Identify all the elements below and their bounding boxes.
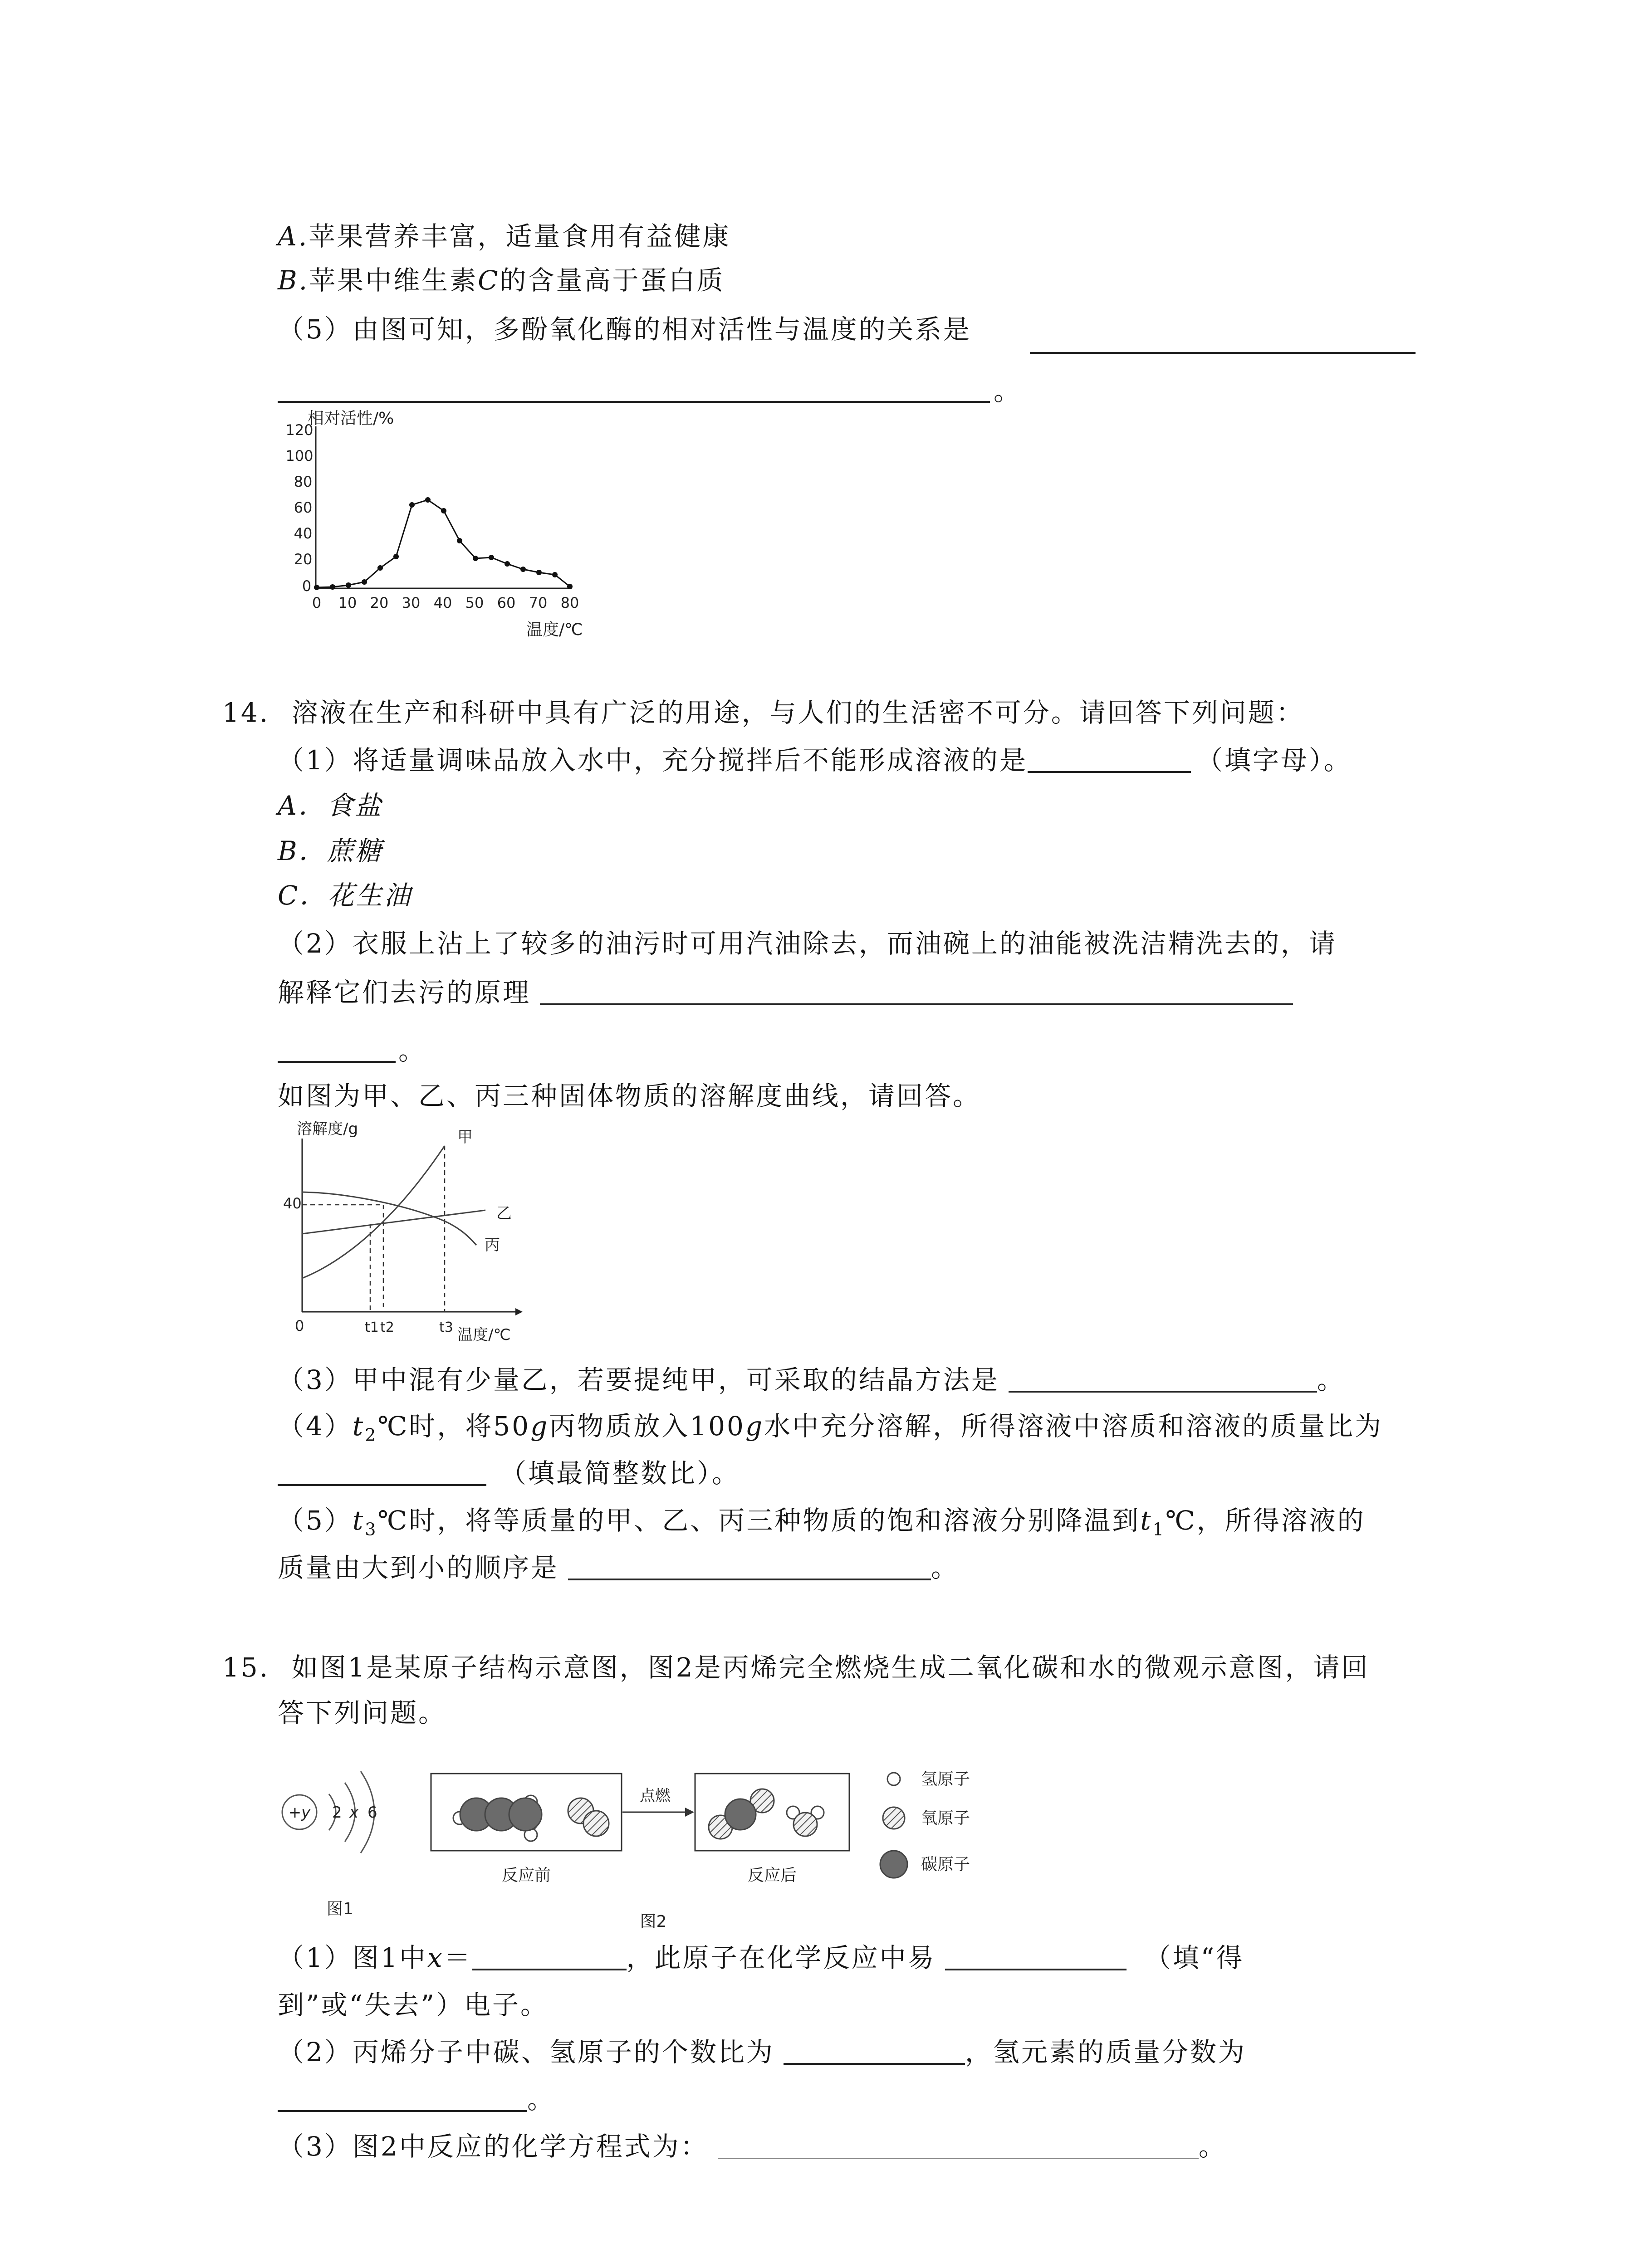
sentence-end: 。 (1198, 2131, 1227, 2162)
q13-option-a (278, 220, 730, 253)
question-text: 如图1是某原子结构示意图，图2是丙烯完全燃烧生成二氧化碳和水的微观示意图，请回 (291, 1652, 1370, 1683)
x-tick-label: 50 (465, 594, 484, 611)
oxygen-molecule (568, 1798, 609, 1836)
y-tick-label: 60 (294, 499, 313, 516)
question-text: 水中充分溶解，所得溶液中溶质和溶液的质量比为 (764, 1411, 1383, 1442)
answer-blank[interactable] (1028, 744, 1191, 773)
y-tick-label: 40 (294, 525, 313, 542)
y-tick-label: 120 (285, 421, 314, 439)
q15-sub1 (278, 1941, 1244, 1974)
nucleus-charge: +y (288, 1804, 311, 1822)
answer-blank[interactable] (540, 976, 1293, 1005)
variable-x: x (427, 1942, 444, 1973)
hydrogen-atom-icon (887, 1773, 900, 1785)
y-40-label: 40 (283, 1195, 302, 1212)
x-tick-label: 60 (497, 594, 516, 611)
q15-intro-line1 (222, 1651, 1370, 1684)
chart-ylabel: 溶解度/g (297, 1120, 358, 1138)
question-text: （2）丙烯分子中碳、氢原子的个数比为 (278, 2037, 774, 2068)
shell-1-count: 2 (332, 1804, 342, 1822)
answer-blank[interactable] (568, 1551, 931, 1580)
temp-symbol: t (1140, 1505, 1153, 1536)
arrow-head (685, 1808, 694, 1817)
sentence-end: 。 (1317, 1364, 1345, 1395)
label-yi: 乙 (496, 1204, 512, 1222)
answer-blank[interactable] (278, 1059, 396, 1063)
label-bing: 丙 (485, 1236, 500, 1254)
before-label: 反应前 (501, 1866, 551, 1885)
question-text: 解释它们去污的原理 (278, 977, 531, 1008)
q15-sub3 (278, 2130, 1227, 2163)
enzyme-activity-chart (272, 408, 635, 644)
curve-jia (302, 1146, 445, 1278)
question-text: （3）甲中混有少量乙，若要提纯甲，可采取的结晶方法是 (278, 1364, 999, 1395)
label-jia: 甲 (457, 1128, 473, 1146)
y-tick-label: 20 (294, 551, 313, 568)
legend-hydrogen: 氢原子 (921, 1770, 970, 1789)
t2-label: t2 (380, 1320, 394, 1335)
q15-intro-line2: 答下列问题。 (278, 1697, 447, 1728)
hint-text: （填字母）。 (1196, 745, 1352, 776)
q14-option-a: A．食盐 (278, 790, 383, 821)
sentence-end: 。 (398, 1035, 427, 1066)
q14-figure-intro: 如图为甲、乙、丙三种固体物质的溶解度曲线，请回答。 (278, 1080, 981, 1111)
chart-xlabel: 温度/℃ (526, 621, 583, 639)
q13-option-b (278, 264, 725, 297)
answer-blank[interactable] (1009, 1364, 1317, 1393)
temp-symbol: t (352, 1411, 365, 1442)
option-letter: A. (278, 221, 309, 252)
x-axis-arrow (515, 1308, 523, 1315)
ignite-label: 点燃 (640, 1787, 671, 1805)
carbon-atom-icon (880, 1851, 907, 1878)
q15-sub1-line2: 到”或“失去”）电子。 (278, 1989, 549, 2020)
hint-text: （填最简整数比）。 (500, 1458, 740, 1489)
unit-g: g (530, 1411, 549, 1442)
co2-molecule (709, 1789, 774, 1839)
x-tick-labels (312, 594, 579, 611)
q14-sub5 (278, 1504, 1366, 1546)
origin-label: 0 (295, 1317, 304, 1334)
sentence-end: 。 (994, 376, 1022, 406)
curve-yi (302, 1210, 485, 1234)
answer-blank[interactable] (718, 2131, 1199, 2159)
question-text: ，氢元素的质量分数为 (965, 2037, 1246, 2068)
water-molecule (787, 1806, 824, 1836)
x-tick-label: 10 (338, 594, 357, 611)
oxygen-atom-icon (883, 1807, 905, 1829)
q14-sub4 (278, 1410, 1383, 1452)
q15-sub2 (278, 2036, 1246, 2068)
solubility-chart (281, 1116, 544, 1352)
q14-sub5-line2 (278, 1551, 959, 1584)
after-label: 反应后 (747, 1866, 797, 1885)
q15-sub2-line2 (278, 2083, 555, 2116)
curve-bing (302, 1192, 476, 1245)
x-tick-label: 30 (402, 594, 421, 611)
answer-blank[interactable] (1030, 350, 1416, 354)
x-tick-label: 80 (560, 594, 579, 611)
reaction-figure (426, 1769, 1043, 1932)
sentence-end: 。 (931, 1552, 960, 1583)
y-tick-label: 80 (294, 473, 313, 490)
question-text: ℃时，将50 (377, 1411, 531, 1442)
propene-molecule (453, 1795, 542, 1841)
question-text: ℃，所得溶液的 (1165, 1505, 1366, 1536)
x-tick-label: 70 (529, 594, 548, 611)
answer-blank[interactable] (784, 2036, 965, 2065)
t1-label: t1 (365, 1320, 379, 1335)
option-letter: B. (278, 265, 309, 296)
legend-oxygen: 氧原子 (921, 1809, 970, 1828)
question-text: （5）由图可知，多酚氧化酶的相对活性与温度的关系是 (278, 314, 971, 345)
q14-option-c: C．花生油 (278, 880, 412, 911)
question-text: ，此原子在化学反应中易 (626, 1942, 936, 1973)
sentence-end: 。 (527, 2084, 556, 2115)
question-text: （4） (278, 1411, 353, 1442)
shell-2-count: x (349, 1804, 359, 1822)
x-tick-label: 40 (433, 594, 452, 611)
answer-blank[interactable] (278, 399, 990, 403)
question-number: 14. (222, 697, 270, 728)
atom-structure-figure (277, 1755, 413, 1937)
question-text: ℃时，将等质量的甲、乙、丙三种物质的饱和溶液分别降温到 (377, 1505, 1141, 1536)
answer-blank[interactable] (945, 1941, 1127, 1970)
shell-3-count: 6 (367, 1804, 377, 1822)
y-tick-label: 100 (285, 447, 314, 464)
q14-option-b: B．蔗糖 (278, 836, 383, 866)
temp-symbol: t (352, 1505, 365, 1536)
question-text: ＝ (444, 1942, 472, 1973)
question-text: 质量由大到小的顺序是 (278, 1552, 559, 1583)
activity-data-points (314, 497, 573, 590)
q14-sub2-line1: （2）衣服上沾上了较多的油污时可用汽油除去，而油碗上的油能被洗洁精洗去的，请 (278, 928, 1337, 959)
y-tick-label: 0 (302, 577, 312, 595)
option-text: 苹果营养丰富，适量食用有益健康 (309, 221, 731, 252)
temp-subscript: 2 (365, 1425, 378, 1445)
question-text: （5） (278, 1505, 353, 1536)
question-text: 溶液在生产和科研中具有广泛的用途，与人们的生活密不可分。请回答下列问题： (291, 697, 1304, 728)
t3-label: t3 (439, 1320, 453, 1335)
q14-sub4-line2 (278, 1457, 740, 1490)
answer-blank[interactable] (278, 2083, 527, 2112)
question-text: 丙物质放入100 (549, 1411, 745, 1442)
figure-caption: 图1 (327, 1900, 353, 1918)
chart-ylabel: 相对活性/% (308, 409, 394, 428)
x-tick-label: 20 (370, 594, 389, 611)
answer-blank[interactable] (278, 1457, 486, 1486)
chart-xlabel: 温度/℃ (457, 1326, 511, 1344)
question-number: 15. (222, 1652, 270, 1683)
hint-text: （填“得 (1144, 1942, 1244, 1973)
unit-g: g (745, 1411, 764, 1442)
temp-subscript: 3 (365, 1519, 378, 1540)
q14-sub1 (278, 744, 1352, 777)
option-text: 苹果中维生素 (309, 265, 478, 296)
q14-intro (222, 696, 1304, 729)
q14-sub3 (278, 1364, 1345, 1396)
figure-caption: 图2 (640, 1912, 667, 1931)
question-text: （1）图1中 (278, 1942, 427, 1973)
y-tick-labels (285, 421, 313, 595)
question-text: （1）将适量调味品放入水中，充分搅拌后不能形成溶液的是 (278, 745, 1028, 776)
answer-blank[interactable] (472, 1941, 627, 1970)
x-tick-label: 0 (312, 594, 322, 611)
vitamin-letter: C (478, 265, 500, 296)
legend-carbon: 碳原子 (921, 1855, 970, 1874)
option-text: 的含量高于蛋白质 (500, 265, 725, 296)
legend (880, 1770, 970, 1878)
question-text: （3）图2中反应的化学方程式为： (278, 2131, 709, 2162)
temp-subscript: 1 (1152, 1519, 1166, 1540)
q14-sub2-line2 (278, 976, 1293, 1009)
q13-sub5 (278, 313, 971, 346)
